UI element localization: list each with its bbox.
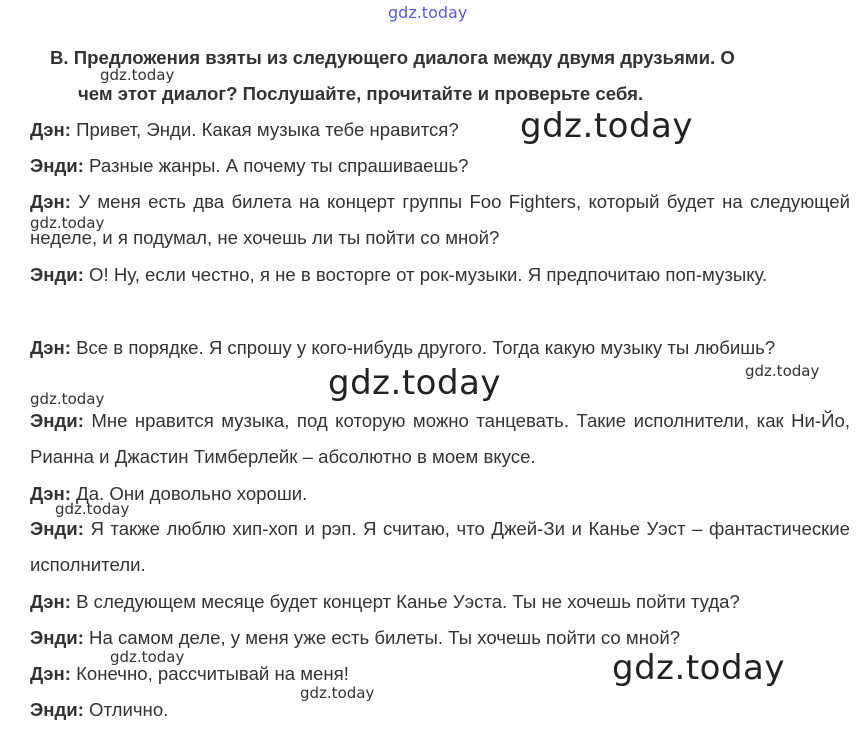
line-text: Да. Они довольно хороши. — [70, 483, 308, 504]
line-text: Я также люблю хип-хоп и рэп. Я считаю, что Джей-Зи и Канье Уэст – фантастические исполнители. — [30, 518, 850, 575]
line-text: Привет, Энди. Какая музыка тебе нравится? — [70, 119, 459, 140]
speaker-label: Дэн: — [30, 663, 71, 684]
speaker-label: Дэн: — [30, 591, 71, 612]
line-text: Все в порядке. Я спрошу у кого-нибудь другого. Тогда какую музыку ты любишь? — [70, 337, 776, 358]
watermark: gdz.today — [30, 390, 105, 408]
watermark: gdz.today — [520, 106, 693, 146]
watermark: gdz.today — [300, 684, 375, 702]
dialogue-line — [30, 511, 850, 583]
speaker-label: Энди: — [30, 410, 84, 431]
dialogue-line — [30, 148, 850, 184]
dialogue-line — [30, 584, 850, 620]
dialogue-line — [30, 692, 850, 728]
task-heading-line-2: чем этот диалог? Послушайте, прочитайте и проверьте себя. — [78, 83, 644, 104]
watermark: gdz.today — [100, 66, 175, 84]
line-text: В следующем месяце будет концерт Канье Уэста. Ты не хочешь пойти туда? — [70, 591, 740, 612]
watermark: gdz.today — [30, 214, 105, 232]
line-text: Мне нравится музыка, под которую можно танцевать. Такие исполнители, как Ни-Йо, Рианна и Джастин Тимберлейк – абсолютно в моем вкусе. — [30, 410, 850, 467]
line-text: Отлично. — [83, 699, 169, 720]
speaker-label: Энди: — [30, 155, 84, 176]
dialogue-line — [30, 112, 850, 148]
speaker-label: Дэн: — [30, 337, 71, 358]
watermark: gdz.today — [745, 362, 820, 380]
speaker-label: Дэн: — [30, 191, 71, 212]
dialogue-line — [30, 403, 850, 475]
line-text: У меня есть два билета на концерт группы Foo Fighters, который будет на следующей неделе, и я подумал, не хочешь ли ты пойти со мной? — [30, 191, 850, 248]
dialogue-line — [30, 184, 850, 256]
watermark: gdz.today — [328, 363, 501, 403]
speaker-label: Дэн: — [30, 483, 71, 504]
line-text: Разные жанры. А почему ты спрашиваешь? — [83, 155, 469, 176]
dialogue-line — [30, 330, 850, 366]
speaker-label: Энди: — [30, 264, 84, 285]
watermark-top: gdz.today — [388, 3, 468, 22]
speaker-label: Энди: — [30, 699, 84, 720]
speaker-label: Энди: — [30, 518, 84, 539]
line-text: На самом деле, у меня уже есть билеты. Ты хочешь пойти со мной? — [83, 627, 681, 648]
speaker-label: Дэн: — [30, 119, 71, 140]
dialogue-line — [30, 257, 850, 293]
line-text: О! Ну, если честно, я не в восторге от рок-музыки. Я предпочитаю поп-музыку. — [83, 264, 768, 285]
watermark: gdz.today — [612, 648, 785, 688]
watermark: gdz.today — [110, 648, 185, 666]
speaker-label: Энди: — [30, 627, 84, 648]
task-heading-line-1: B. Предложения взяты из следующего диалога между двумя друзьями. О — [50, 47, 735, 68]
line-text: Конечно, рассчитывай на меня! — [70, 663, 349, 684]
dialogue-line — [30, 476, 850, 512]
watermark: gdz.today — [55, 500, 130, 518]
